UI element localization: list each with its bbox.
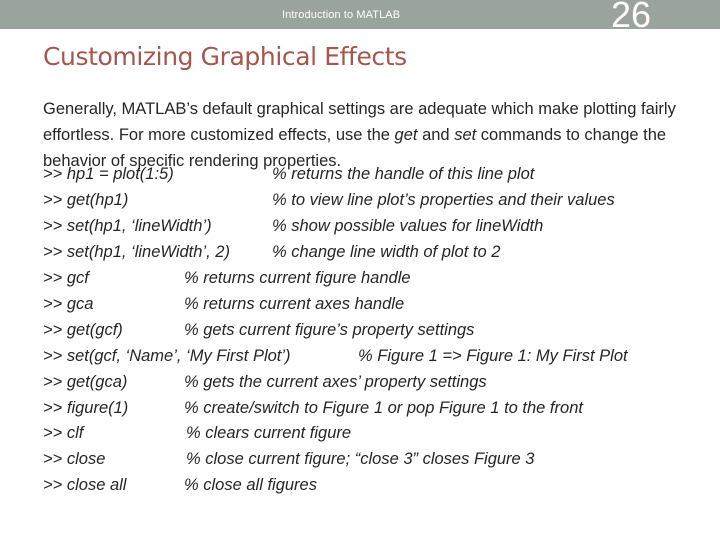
intro-text-2: commands to change the behavior of specific rendering properties. — [43, 126, 667, 170]
command-comment: % close all figures — [184, 476, 317, 494]
command-comment: % gets the current axes’ property settings — [184, 373, 487, 391]
command-comment: % clears current figure — [186, 424, 352, 442]
command-line: >> get(gcf) — [43, 321, 123, 339]
command-comment: % returns current axes handle — [184, 295, 405, 313]
command-line: >> gcf — [43, 269, 89, 287]
command-comment: % Figure 1 => Figure 1: My First Plot — [358, 347, 628, 365]
command-line: >> get(hp1) — [43, 191, 129, 209]
command-line: >> figure(1) — [43, 399, 129, 417]
intro-paragraph — [43, 96, 683, 174]
intro-get-keyword: get — [394, 126, 418, 144]
command-line: >> clf — [43, 424, 84, 442]
command-line: >> close all — [43, 476, 127, 494]
command-comment: % show possible values for lineWidth — [272, 217, 544, 235]
header-bar — [0, 0, 720, 35]
command-comment: % gets current figure’s property settings — [184, 321, 475, 339]
command-line: >> hp1 = plot(1:5) — [43, 165, 174, 183]
command-line: >> set(gcf, ‘Name’, ‘My First Plot’) — [43, 347, 291, 365]
command-line: >> close — [43, 450, 106, 468]
command-line: >> get(gca) — [43, 373, 128, 391]
command-line: >> set(hp1, ‘lineWidth’, 2) — [43, 243, 230, 261]
command-line: >> set(hp1, ‘lineWidth’) — [43, 217, 212, 235]
command-line: >> gca — [43, 295, 94, 313]
command-comment: % create/switch to Figure 1 or pop Figure 1 to the front — [184, 399, 583, 417]
command-comment: % close current figure; “close 3” closes Figure 3 — [186, 450, 535, 468]
intro-text-1: Generally, MATLAB’s default graphical settings are adequate which make plotting fairly effortless. For more customized effects, use the — [43, 100, 676, 144]
course-label: Introduction to MATLAB — [282, 9, 401, 21]
intro-set-keyword: set — [454, 126, 477, 144]
command-comment: % change line width of plot to 2 — [272, 243, 501, 261]
slide-number: 26 — [611, 0, 652, 35]
intro-and: and — [417, 126, 455, 144]
command-comment: % returns current figure handle — [184, 269, 411, 287]
command-comment: % to view line plot’s properties and their values — [272, 191, 615, 209]
slide-title: Customizing Graphical Effects — [43, 42, 407, 71]
command-comment: % returns the handle of this line plot — [272, 165, 535, 183]
